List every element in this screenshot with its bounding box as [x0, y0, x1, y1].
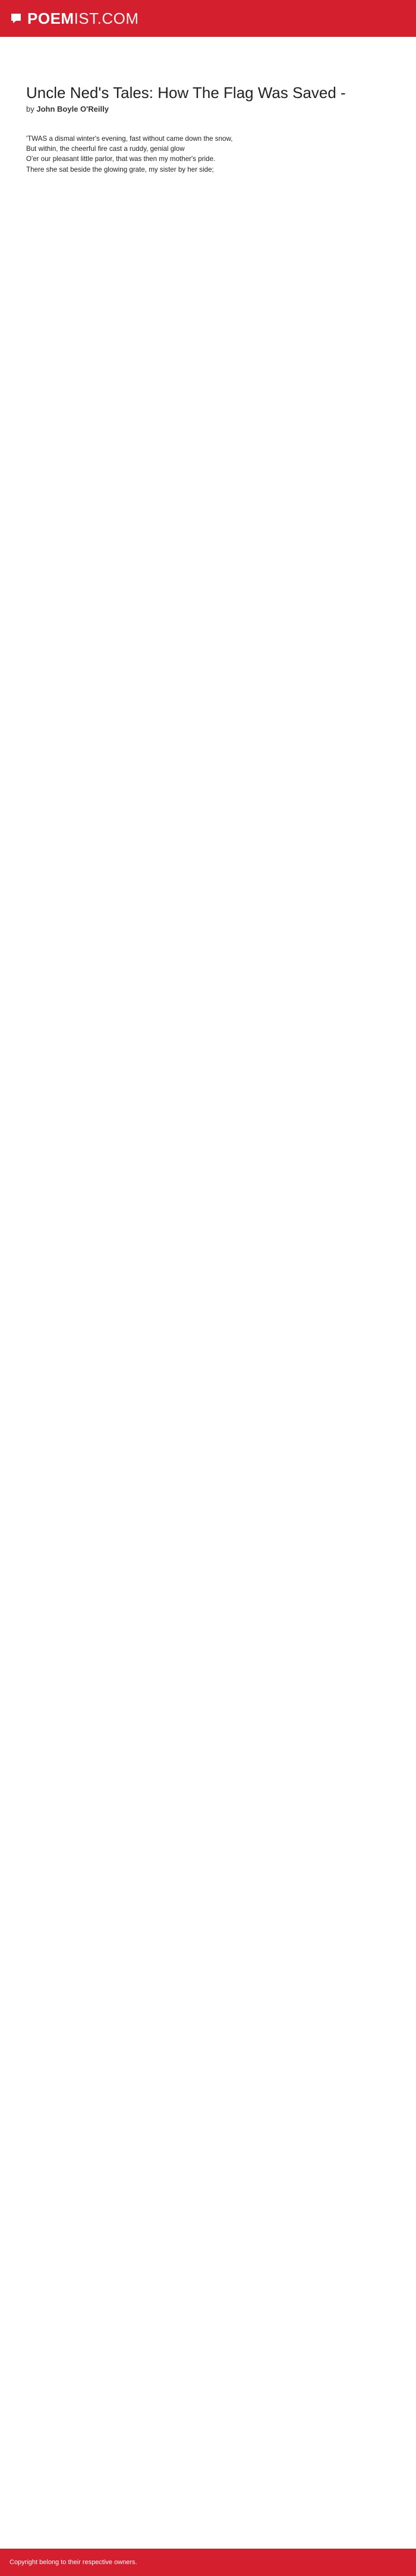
poem-line: But within, the cheerful fire cast a ruddy, genial glow: [26, 145, 185, 153]
byline-prefix: by: [26, 105, 34, 113]
poem-byline: [26, 105, 390, 113]
poem-line: 'TWAS a dismal winter's evening, fast without came down the snow,: [26, 135, 233, 143]
author-link[interactable]: John Boyle O'Reilly: [36, 105, 109, 113]
logo-text-light: IST.COM: [74, 9, 139, 27]
logo-text-bold: POEM: [27, 9, 74, 27]
poem-stanza: [26, 134, 390, 175]
top-bar: [0, 0, 416, 37]
poemist-logo-icon: [10, 12, 23, 25]
footer-copyright: Copyright belong to their respective owners.: [10, 2559, 137, 2566]
poem-title: Uncle Ned's Tales: How The Flag Was Saved -: [26, 84, 346, 102]
site-logo[interactable]: [10, 10, 139, 28]
poem-line: O'er our pleasant little parlor, that was then my mother's pride.: [26, 155, 216, 163]
poem-body: [26, 134, 390, 175]
site-footer: [0, 2549, 416, 2576]
poem-line: There she sat beside the glowing grate, my sister by her side;: [26, 165, 214, 173]
poem-content: [0, 37, 416, 175]
